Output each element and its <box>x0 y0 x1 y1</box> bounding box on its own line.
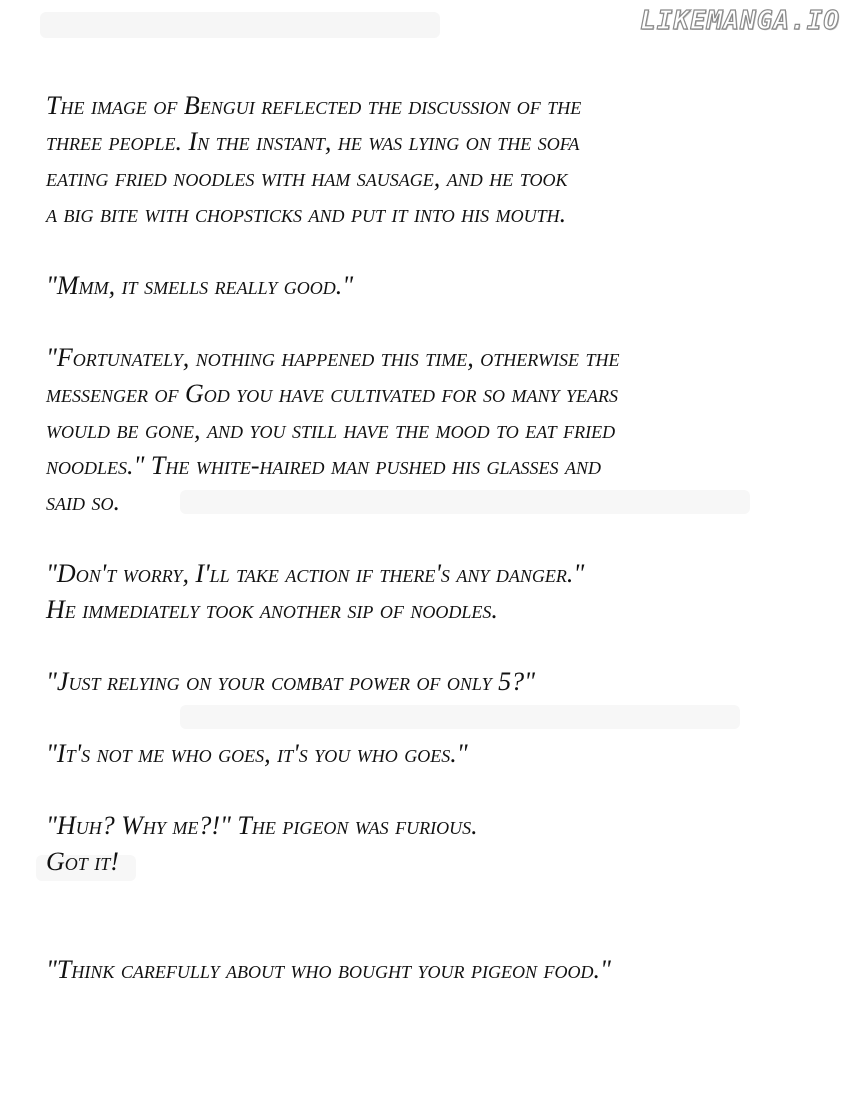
paragraph-5 <box>46 664 816 700</box>
text-line: would be gone, and you still have the mood to eat fried <box>46 415 616 444</box>
paragraph-4 <box>46 556 816 628</box>
text-line: The image of Bengui reflected the discussion of the <box>46 91 582 120</box>
text-line: a big bite with chopsticks and put it into his mouth. <box>46 199 567 228</box>
text-line: said so. <box>46 487 120 516</box>
text-line: "Think carefully about who bought your pigeon food." <box>46 955 611 984</box>
paragraph-7 <box>46 808 816 880</box>
bleed-through-smudge <box>40 12 440 38</box>
paragraph-2 <box>46 268 816 304</box>
text-line: three people. In the instant, he was lying on the sofa <box>46 127 580 156</box>
bleed-through-smudge <box>180 705 740 729</box>
text-line: "Just relying on your combat power of only 5?" <box>46 667 536 696</box>
paragraph-6 <box>46 736 816 772</box>
text-line: noodles." The white-haired man pushed his glasses and <box>46 451 601 480</box>
text-line: "Mmm, it smells really good." <box>46 271 354 300</box>
text-line: He immediately took another sip of noodles. <box>46 595 498 624</box>
text-line: Got it! <box>46 847 119 876</box>
text-line: eating fried noodles with ham sausage, and he took <box>46 163 568 192</box>
text-line: messenger of God you have cultivated for so many years <box>46 379 618 408</box>
paragraph-8 <box>46 952 816 988</box>
text-line: "Don't worry, I'll take action if there's any danger." <box>46 559 585 588</box>
text-line: "Fortunately, nothing happened this time, otherwise the <box>46 343 620 372</box>
paragraph-1 <box>46 88 816 232</box>
text-line: "Huh? Why me?!" The pigeon was furious. <box>46 811 478 840</box>
watermark-logo: LIKEMANGA.IO <box>640 6 840 36</box>
text-line: "It's not me who goes, it's you who goes." <box>46 739 468 768</box>
paragraph-3 <box>46 340 816 520</box>
